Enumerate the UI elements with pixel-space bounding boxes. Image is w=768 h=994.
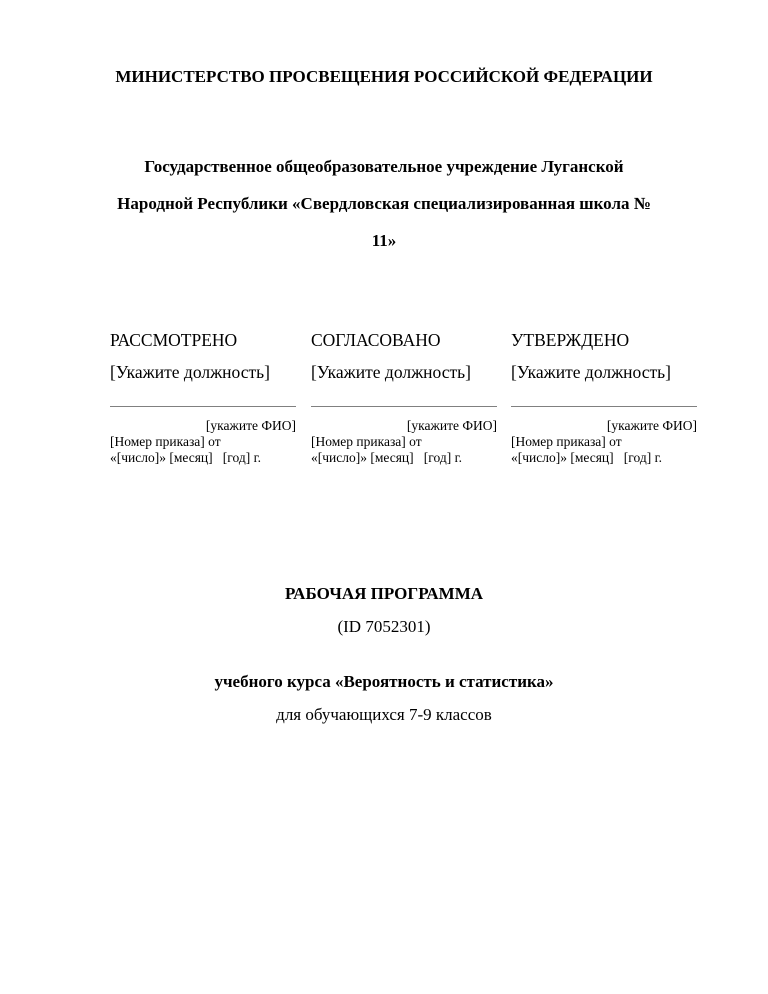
approval-position: [Укажите должность]	[110, 362, 270, 382]
program-course: учебного курса «Вероятность и статистика»	[214, 672, 554, 691]
organization-line-1: Государственное общеобразовательное учреждение Луганской	[144, 157, 624, 176]
approval-fio: [укажите ФИО]	[406, 418, 497, 433]
approval-block-approved	[511, 330, 697, 466]
approval-title: УТВЕРЖДЕНО	[511, 330, 630, 350]
approval-date: «[число]» [месяц] [год] г.	[511, 450, 662, 465]
approval-block-reviewed	[110, 330, 296, 466]
program-audience: для обучающихся 7-9 классов	[276, 705, 492, 724]
approval-fio: [укажите ФИО]	[606, 418, 697, 433]
approval-order: [Номер приказа] от	[511, 434, 622, 449]
organization-line-3: 11»	[371, 231, 397, 250]
approval-fio: [укажите ФИО]	[205, 418, 296, 433]
organization-line-2: Народной Республики «Свердловская специализированная школа №	[117, 194, 651, 213]
ministry-heading: МИНИСТЕРСТВО ПРОСВЕЩЕНИЯ РОССИЙСКОЙ ФЕДЕРАЦИИ	[115, 67, 653, 86]
approval-date: «[число]» [месяц] [год] г.	[311, 450, 462, 465]
approval-title: СОГЛАСОВАНО	[311, 330, 441, 350]
approval-block-agreed	[311, 330, 497, 466]
approval-position: [Укажите должность]	[511, 362, 671, 382]
approval-position: [Укажите должность]	[311, 362, 471, 382]
program-title: РАБОЧАЯ ПРОГРАММА	[284, 584, 484, 603]
signature-line	[311, 406, 497, 407]
approval-title: РАССМОТРЕНО	[110, 330, 238, 350]
program-id: (ID 7052301)	[337, 617, 431, 636]
signature-line	[511, 406, 697, 407]
approval-date: «[число]» [месяц] [год] г.	[110, 450, 261, 465]
approval-order: [Номер приказа] от	[110, 434, 221, 449]
signature-line	[110, 406, 296, 407]
approval-order: [Номер приказа] от	[311, 434, 422, 449]
